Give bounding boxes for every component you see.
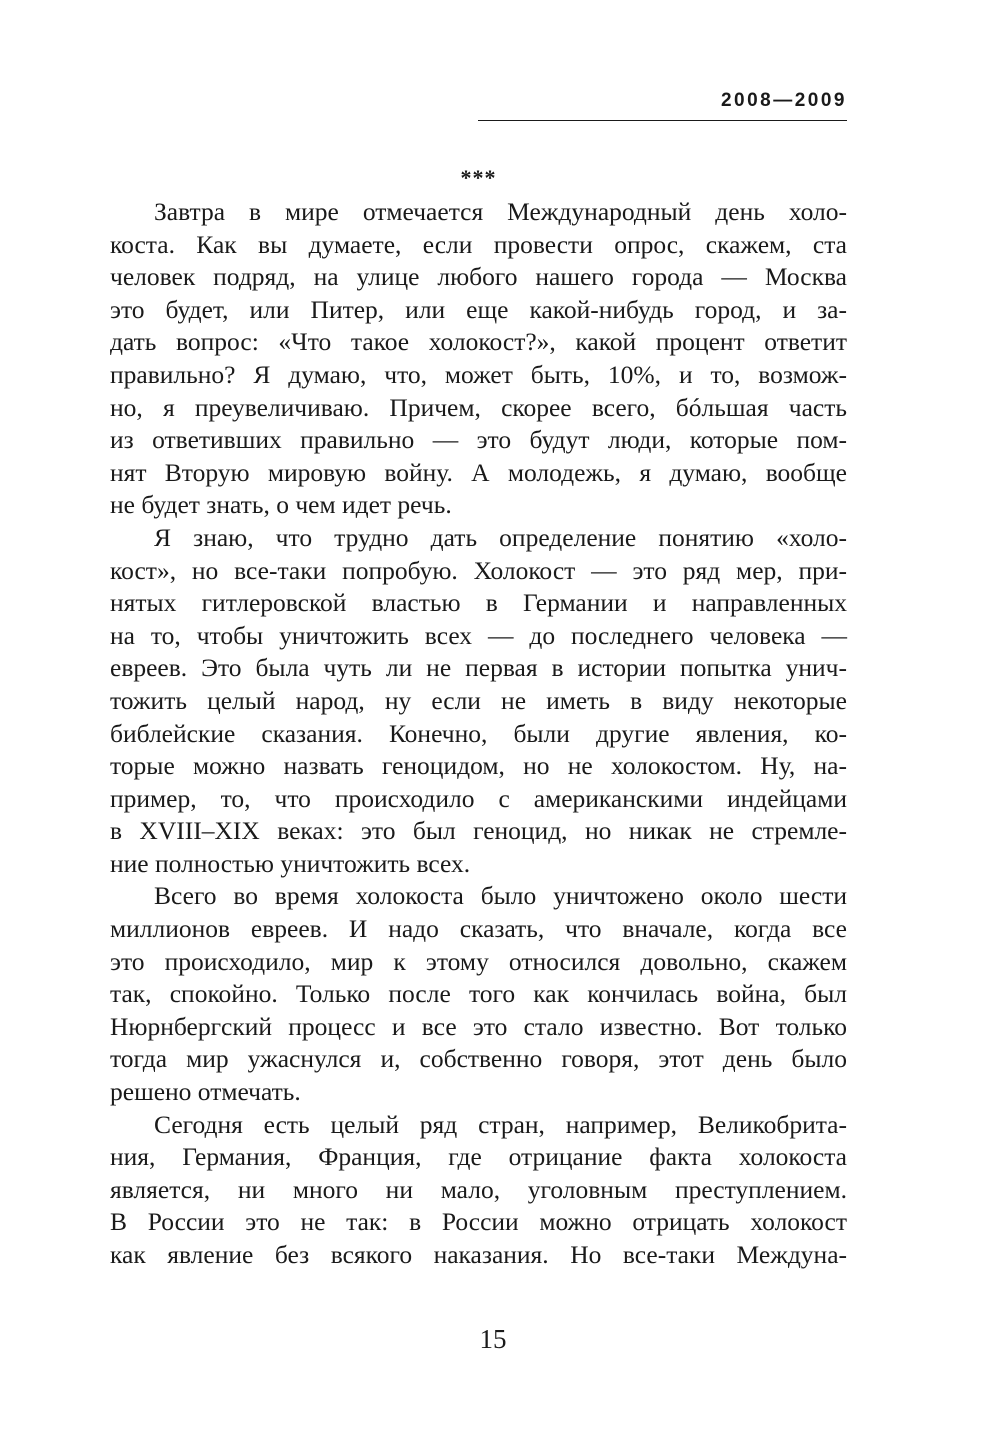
text-line: нят Вторую мировую войну. А молодежь, я думаю, вообще — [110, 457, 847, 487]
paragraph-1 — [110, 196, 847, 522]
text-line: Нюрнбергский процесс и все это стало известно. Вот только — [110, 1011, 847, 1041]
text-line: ние полностью уничтожить всех. — [110, 848, 471, 878]
text-line: это происходило, мир к этому относился довольно, скажем — [110, 946, 847, 976]
text-line: как явление без всякого наказания. Но все-таки Междуна- — [110, 1240, 847, 1269]
text-line: на то, чтобы уничтожить всех — до последнего человека — — [110, 620, 847, 650]
text-line: из ответивших правильно — это будут люди, которые пом- — [110, 425, 847, 455]
text-line: тогда мир ужаснулся и, собственно говоря, этот день было — [110, 1044, 847, 1074]
running-head — [478, 86, 847, 121]
text-line: миллионов евреев. И надо сказать, что вначале, когда все — [110, 914, 847, 944]
page-number: 15 — [479, 1324, 507, 1354]
text-line: торые можно назвать геноцидом, но не холокостом. Ну, на- — [110, 751, 847, 781]
text-line: но, я преувеличиваю. Причем, скорее всего, бóльшая часть — [110, 392, 847, 422]
text-line: ния, Германия, Франция, где отрицание факта холокоста — [110, 1142, 847, 1172]
text-line: в XVIII–XIX веках: это был геноцид, но никак не стремле- — [110, 816, 847, 846]
text-line: решено отмечать. — [110, 1077, 301, 1107]
section-separator: *** — [460, 165, 497, 190]
text-line: Завтра в мире отмечается Международный день холо- — [154, 197, 847, 226]
text-line: правильно? Я думаю, что, может быть, 10%, и то, возмож- — [110, 359, 847, 389]
paragraph-4 — [110, 1109, 847, 1272]
running-head-years: 2008—2009 — [720, 90, 847, 111]
text-line: евреев. Это была чуть ли не первая в истории попытка унич- — [110, 653, 847, 683]
text-line: нятых гитлеровской властью в Германии и направленных — [110, 588, 847, 618]
text-line: Всего во время холокоста было уничтожено около шести — [154, 881, 847, 911]
text-line: В России это не так: в России можно отрицать холокост — [110, 1207, 847, 1237]
paragraph-3 — [110, 880, 847, 1108]
text-line: библейские сказания. Конечно, были другие явления, ко- — [110, 718, 847, 748]
text-line: кост», но все-таки попробую. Холокост — это ряд мер, при- — [110, 555, 847, 585]
text-line: Я знаю, что трудно дать определение понятию «холо- — [154, 522, 847, 552]
text-line: дать вопрос: «Что такое холокост?», какой процент ответит — [110, 327, 847, 357]
paragraph-2 — [110, 522, 847, 881]
text-line: пример, то, что происходило с американскими индейцами — [110, 783, 847, 813]
text-line: так, спокойно. Только после того как кончилась война, был — [110, 979, 847, 1009]
text-line: Сегодня есть целый ряд стран, например, Великобрита- — [154, 1109, 847, 1139]
text-line: это будет, или Питер, или еще какой-нибудь город, и за- — [110, 294, 847, 324]
body-text — [110, 160, 847, 1272]
text-line: является, ни много ни мало, уголовным преступлением. — [110, 1174, 847, 1204]
text-line: тожить целый народ, ну если не иметь в виду некоторые — [110, 685, 847, 715]
text-line: человек подряд, на улице любого нашего города — Москва — [110, 262, 847, 292]
text-line: коста. Как вы думаете, если провести опрос, скажем, ста — [110, 229, 847, 259]
text-line: не будет знать, о чем идет речь. — [110, 490, 452, 520]
